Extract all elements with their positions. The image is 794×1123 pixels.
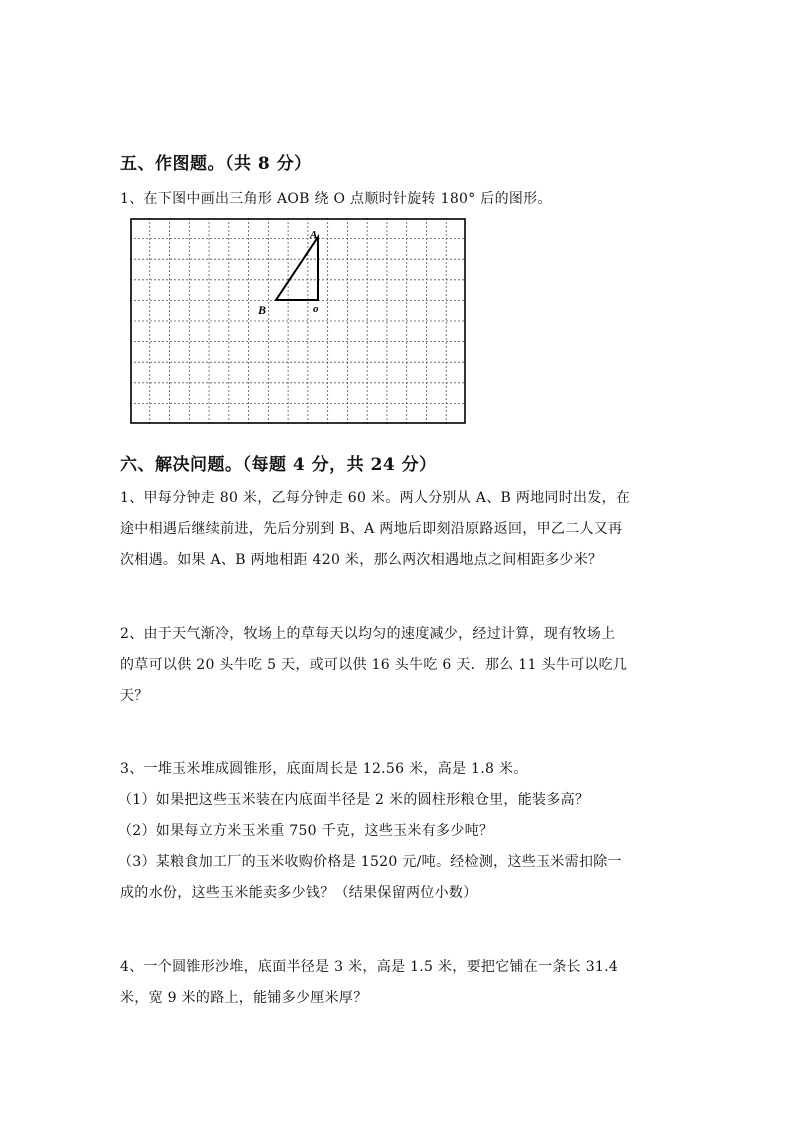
point-a-label: A xyxy=(310,229,318,241)
question6-4-line1: 4、一个圆锥形沙堆，底面半径是 3 米，高是 1.5 米，要把它铺在一条长 31.4 xyxy=(120,959,619,975)
question5-1-text: 1、在下图中画出三角形 AOB 绕 O 点顺时针旋转 180° 后的图形。 xyxy=(120,191,552,207)
question6-2-line3: 天？ xyxy=(120,688,149,704)
question6-1-line3: 次相遇。如果 A、B 两地相距 420 米，那么两次相遇地点之间相距多少米？ xyxy=(120,552,603,568)
question6-3-part3-line2: 成的水份，这些玉米能卖多少钱？（结果保留两位小数） xyxy=(120,885,478,901)
question6-3-part1: （1）如果把这些玉米装在内底面半径是 2 米的圆柱形粮仓里，能装多高？ xyxy=(118,792,590,808)
point-b-label: B xyxy=(258,303,267,317)
question6-2-line1: 2、由于天气渐冷，牧场上的草每天以均匀的速度减少，经过计算，现有牧场上 xyxy=(120,626,616,642)
point-o-label: o xyxy=(313,303,319,315)
grid-lines xyxy=(130,218,466,424)
section6-title: 六、解决问题。（每题 4 分，共 24 分） xyxy=(120,455,437,475)
rotation-grid-figure xyxy=(130,218,466,424)
triangle-aob xyxy=(276,237,318,300)
question6-2-line2: 的草可以供 20 头牛吃 5 天，或可以供 16 头牛吃 6 天．那么 11 头牛可以吃几 xyxy=(120,657,628,673)
question6-3-stem: 3、一堆玉米堆成圆锥形，底面周长是 12.56 米，高是 1.8 米。 xyxy=(120,761,528,777)
question6-1-line2: 途中相遇后继续前进，先后分别到 B、A 两地后即刻沿原路返回，甲乙二人又再 xyxy=(120,521,623,537)
section5-title: 五、作图题。（共 8 分） xyxy=(120,154,312,174)
question6-3-part2: （2）如果每立方米玉米重 750 千克，这些玉米有多少吨？ xyxy=(118,823,494,839)
question6-4-line2: 米，宽 9 米的路上，能铺多少厘米厚？ xyxy=(120,990,368,1006)
question6-1-line1: 1、甲每分钟走 80 米，乙每分钟走 60 米。两人分别从 A、B 两地同时出发，在 xyxy=(120,490,631,506)
question6-3-part3-line1: （3）某粮食加工厂的玉米收购价格是 1520 元/吨。经检测，这些玉米需扣除一 xyxy=(118,854,622,870)
